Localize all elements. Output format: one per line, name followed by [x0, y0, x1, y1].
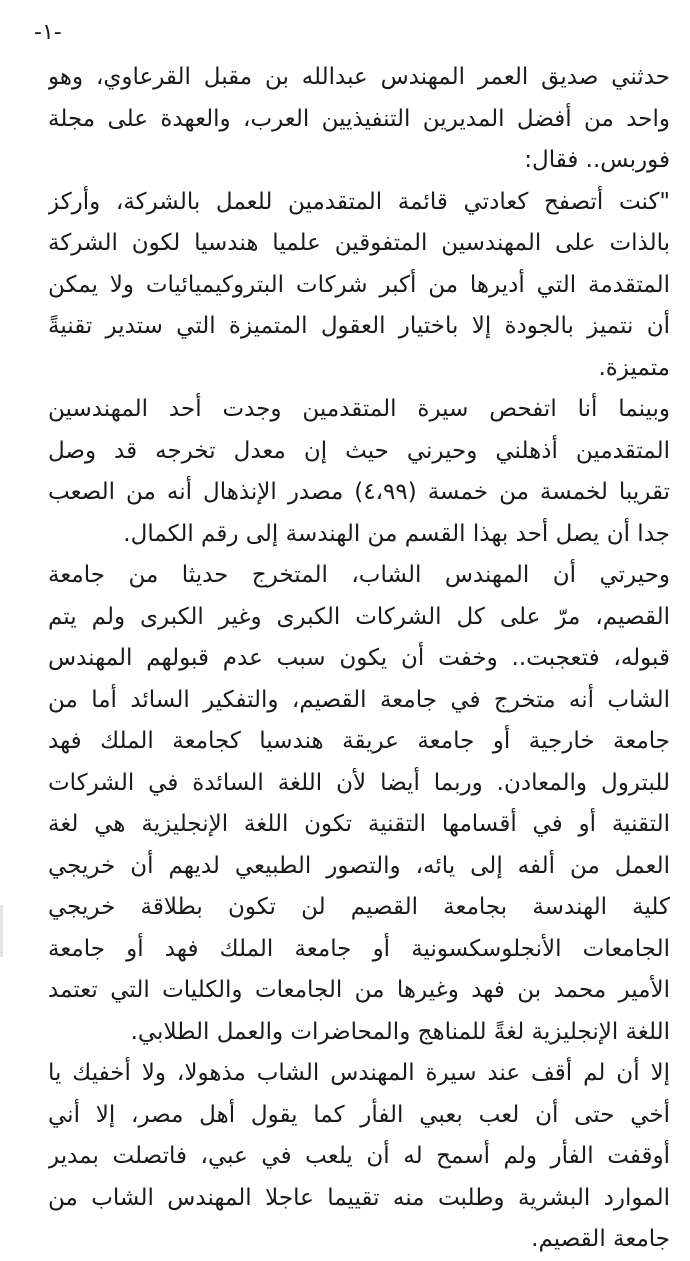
text-line: وحيرتي أن المهندس الشاب، المتخرج حديثا من جامعة	[48, 562, 670, 588]
paragraph	[48, 555, 670, 1053]
paragraph	[48, 1053, 670, 1261]
text-line: واحد من أفضل المديرين التنفيذيين العرب، والعهدة على مجلة	[48, 105, 670, 132]
text-line: وبينما أنا اتفحص سيرة المتقدمين وجدت أحد المهندسين	[48, 396, 670, 422]
text-line: "كنت أتصفح كعادتي قائمة المتقدمين للعمل بالشركة، وأركز	[48, 188, 670, 215]
text-line: اللغة الإنجليزية لغةً للمناهج والمحاضرات والعمل الطلابي.	[130, 1018, 670, 1045]
text-line: حدثني صديق العمر المهندس عبدالله بن مقبل القرعاوي، وهو	[48, 64, 670, 90]
text-line: التقنية أو في أقسامها التقنية تكون اللغة الإنجليزية هي لغة	[48, 811, 670, 837]
text-line: جدا أن يصل أحد بهذا القسم من الهندسة إلى رقم الكمال.	[123, 520, 670, 547]
text-line: أخي حتى أن لعب بعبي الفأر كما يقول أهل مصر، إلا أني	[48, 1101, 670, 1128]
text-line: العمل من ألفه إلى يائه، والتصور الطبيعي لديهم أن خريجي	[48, 852, 670, 879]
text-line: للبترول والمعادن. وربما أيضا لأن اللغة السائدة في الشركات	[48, 769, 670, 796]
text-line: الشاب أنه متخرج في جامعة القصيم، والتفكير السائد أما من	[48, 686, 670, 713]
text-line: فوربس.. فقال:	[524, 147, 670, 173]
document-body	[48, 57, 670, 1261]
text-line: قبوله، فتعجبت.. وخفت أن يكون سبب عدم قبولهم المهندس	[48, 645, 670, 671]
margin-divider	[0, 905, 3, 957]
text-line: بالذات على المهندسين المتفوقين علميا هندسيا لكون الشركة	[48, 230, 670, 256]
text-line: أن نتميز بالجودة إلا باختيار العقول المتميزة التي ستدير تقنيةً	[48, 313, 670, 339]
text-line: القصيم، مرّ على كل الشركات الكبرى وغير الكبرى ولم يتم	[48, 603, 670, 630]
text-line: متميزة.	[598, 354, 670, 381]
text-line: الجامعات الأنجلوسكسونية أو جامعة الملك فهد أو جامعة	[48, 935, 670, 962]
page-number: -١-	[34, 20, 62, 45]
text-line: كلية الهندسة بجامعة القصيم لن تكون بطلاقة خريجي	[48, 894, 670, 920]
text-line: تقريبا لخمسة من خمسة (٤،٩٩) مصدر الإنذهال أنه من الصعب	[48, 479, 670, 505]
paragraph	[48, 182, 670, 390]
text-line: الموارد البشرية وطلبت منه تقييما عاجلا المهندس الشاب من	[48, 1184, 670, 1211]
text-line: جامعة خارجية أو جامعة عريقة هندسيا كجامعة الملك فهد	[48, 728, 670, 754]
text-line: المتقدمين أذهلني وحيرني حيث إن معدل تخرجه قد وصل	[48, 437, 670, 464]
paragraph	[48, 389, 670, 555]
text-line: أوقفت الفأر ولم أسمح له أن يلعب في عبي، فاتصلت بمدير	[48, 1143, 670, 1169]
text-line: الأمير محمد بن فهد وغيرها من الجامعات والكليات التي تعتمد	[48, 977, 670, 1003]
text-line: جامعة القصيم.	[531, 1226, 670, 1252]
text-line: المتقدمة التي أديرها من أكبر شركات البتروكيميائيات ولا يمكن	[48, 271, 670, 298]
paragraph	[48, 57, 670, 182]
text-line: إلا أن لم أقف عند سيرة المهندس الشاب مذهولا، ولا أخفيك يا	[48, 1060, 670, 1086]
